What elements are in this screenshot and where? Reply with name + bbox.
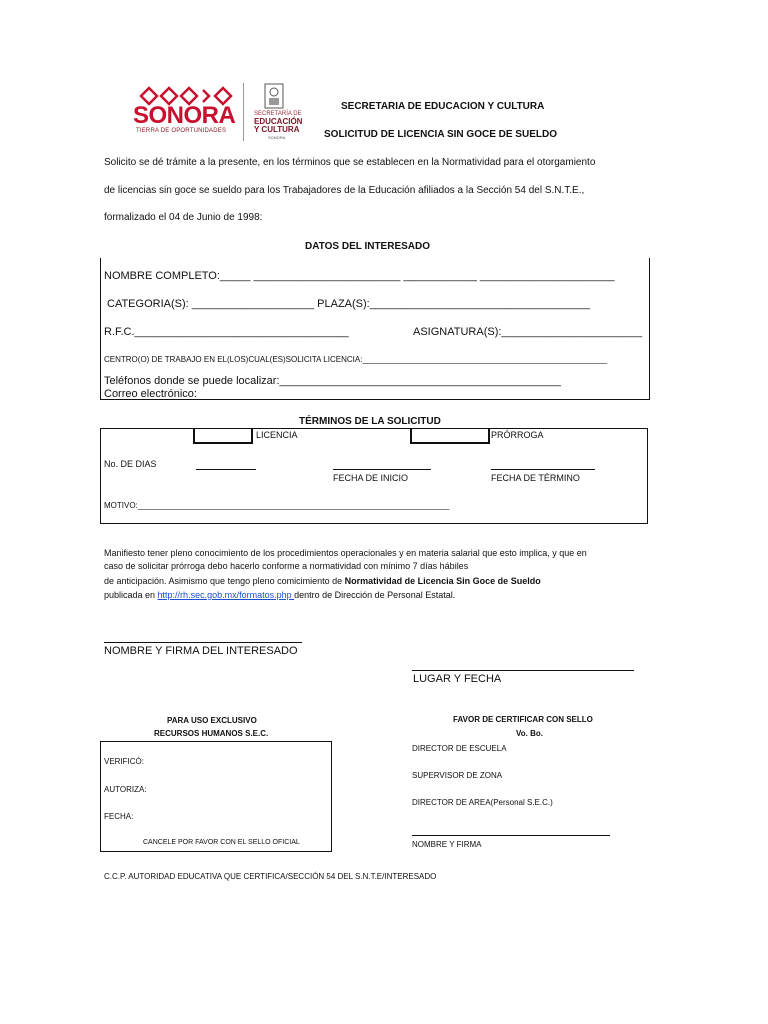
sec-small: SONORA	[268, 135, 286, 140]
sonora-logo	[133, 86, 243, 140]
certificar-firma-line[interactable]	[412, 835, 610, 836]
licencia-label: LICENCIA	[256, 430, 298, 440]
logo-divider	[243, 83, 244, 141]
manifiesto-line-2: caso de solicitar prórroga debo hacerlo conforme a normatividad con mínimo 7 días hábiles	[104, 561, 469, 571]
lugar-fecha-line[interactable]	[412, 670, 634, 671]
firma-interesado-label: NOMBRE Y FIRMA DEL INTERESADO	[104, 645, 298, 657]
page-title: SOLICITUD DE LICENCIA SIN GOCE DE SUELDO	[324, 129, 557, 140]
certificar-firma-label: NOMBRE Y FIRMA	[412, 840, 482, 849]
sec-line-1: SECRETARÍA DE	[254, 111, 302, 117]
fecha-termino-label: FECHA DE TÉRMINO	[491, 473, 580, 483]
terminos-heading: TÉRMINOS DE LA SOLICITUD	[299, 416, 441, 427]
sec-emblem-icon	[264, 83, 284, 109]
no-dias-line[interactable]	[196, 469, 256, 470]
cancele-sello-note: CANCELE POR FAVOR CON EL SELLO OFICIAL	[143, 839, 300, 846]
certificar-title-2: Vo. Bo.	[516, 729, 543, 738]
correo-field[interactable]: Correo electrónico:	[104, 388, 197, 400]
manifiesto-line-4-text: publicada en	[104, 590, 158, 600]
sec-line-3: Y CULTURA	[254, 125, 300, 134]
fecha-inicio-label: FECHA DE INICIO	[333, 473, 409, 483]
prorroga-checkbox[interactable]	[410, 428, 490, 444]
rh-title-2: RECURSOS HUMANOS S.E.C.	[154, 729, 269, 738]
sec-logo	[252, 83, 324, 143]
firma-interesado-line[interactable]	[104, 642, 302, 643]
rfc-field[interactable]: R.F.C.___________________________________	[104, 326, 349, 338]
intro-line-2: de licencias sin goce se sueldo para los Trabajadores de la Educación afiliados a la Sección 54 del S.N.T.E.,	[104, 185, 585, 196]
manifiesto-line-4-end: dentro de Dirección de Personal Estatal.	[294, 590, 456, 600]
sonora-tagline: TIERRA DE OPORTUNIDADES	[136, 128, 227, 134]
categoria-plaza-field[interactable]: CATEGORIA(S): ____________________ PLAZA(S):____________________________________	[107, 298, 590, 310]
manifiesto-line-1: Manifiesto tener pleno conocimiento de los procedimientos operacionales y en materia salarial que esto implica, y que en	[104, 548, 587, 558]
manifiesto-line-3	[104, 576, 541, 586]
verifico-field[interactable]: VERIFICÓ:	[104, 757, 145, 766]
fecha-field[interactable]: FECHA:	[104, 812, 134, 821]
autoriza-field[interactable]: AUTORIZA:	[104, 785, 147, 794]
ccp-footer: C.C.P. AUTORIDAD EDUCATIVA QUE CERTIFICA/SECCIÓN 54 DEL S.N.T.E/INTERESADO	[104, 872, 437, 881]
director-escuela-label: DIRECTOR DE ESCUELA	[412, 744, 507, 753]
formatos-link[interactable]: http://rh.sec.gob.mx/formatos.php	[157, 590, 295, 600]
lugar-fecha-label: LUGAR Y FECHA	[413, 673, 502, 685]
datos-heading: DATOS DEL INTERESADO	[305, 241, 431, 252]
header-org: SECRETARIA DE EDUCACION Y CULTURA	[341, 101, 545, 112]
fecha-termino-line[interactable]	[491, 469, 595, 470]
licencia-checkbox[interactable]	[193, 428, 253, 444]
no-dias-label: No. DE DIAS	[104, 459, 157, 469]
intro-line-3: formalizado el 04 de Junio de 1998:	[104, 212, 263, 223]
asignatura-field[interactable]: ASIGNATURA(S):_______________________	[413, 326, 643, 338]
sec-line-2: EDUCACIÓN	[254, 117, 303, 126]
motivo-field[interactable]: MOTIVO:______________________________________________________________________	[104, 501, 450, 510]
centro-trabajo-field[interactable]: CENTRO(O) DE TRABAJO EN EL(LOS)CUAL(ES)SOLICITA LICENCIA:_______________________________________________________	[104, 355, 608, 364]
telefonos-field[interactable]: Teléfonos donde se puede localizar:______________________________________________	[104, 375, 561, 387]
manifiesto-line-3-text: de anticipación. Asimismo que tengo pleno comicimiento de	[104, 576, 345, 586]
intro-line-1: Solicito se dé trámite a la presente, en los términos que se establecen en la Normatividad para el otorgamiento	[104, 157, 596, 168]
sonora-wordmark: SONORA	[133, 102, 236, 129]
normatividad-title: Normatividad de Licencia Sin Goce de Sueldo	[344, 576, 541, 586]
director-area-label: DIRECTOR DE AREA(Personal S.E.C.)	[412, 798, 553, 807]
certificar-title-1: FAVOR DE CERTIFICAR CON SELLO	[453, 715, 593, 724]
nombre-field[interactable]: NOMBRE COMPLETO:_____ ________________________ ____________ ______________________	[104, 270, 615, 282]
supervisor-zona-label: SUPERVISOR DE ZONA	[412, 771, 503, 780]
rh-title-1: PARA USO EXCLUSIVO	[167, 716, 257, 725]
prorroga-label: PRÓRROGA	[491, 430, 544, 440]
fecha-inicio-line[interactable]	[333, 469, 431, 470]
manifiesto-line-4	[104, 590, 455, 600]
